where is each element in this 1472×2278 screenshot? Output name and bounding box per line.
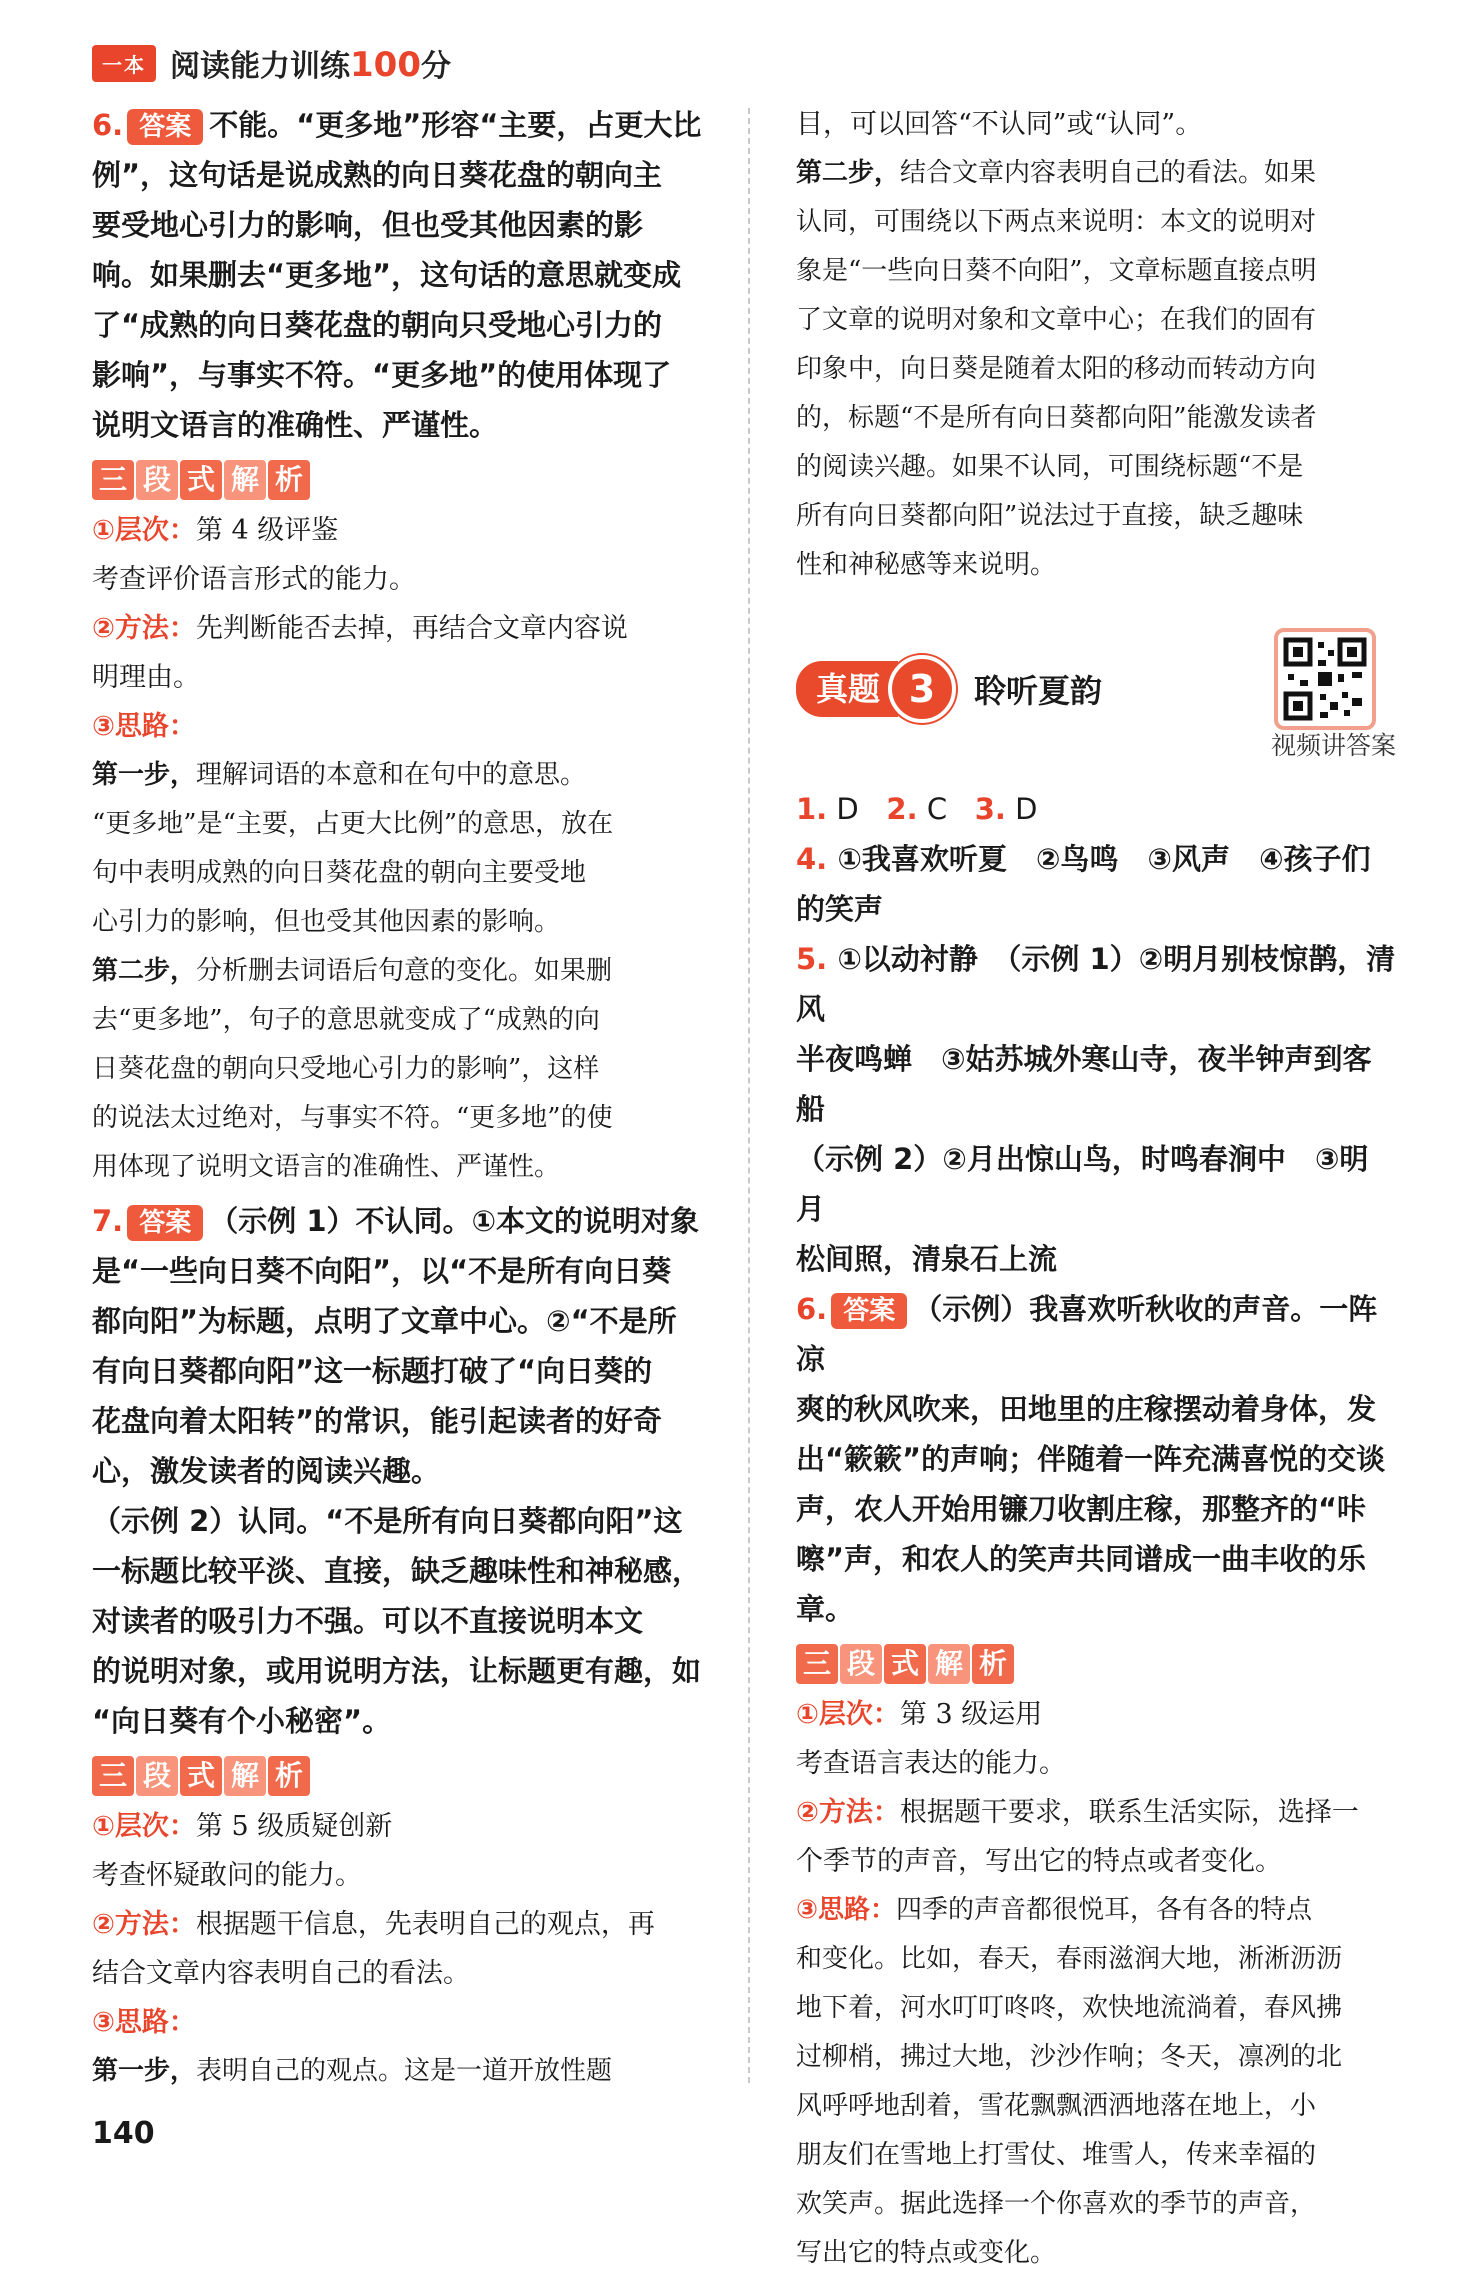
step-line: 第二步，结合文章内容表明自己的看法。如果 xyxy=(796,158,1317,188)
exam-badge: 真题 xyxy=(796,661,898,717)
step-line: 了文章的说明对象和文章中心；在我们的固有 xyxy=(796,305,1317,335)
idea-line: 朋友们在雪地上打雪仗、堆雪人，传来幸福的 xyxy=(796,2140,1317,2170)
idea-line: ③思路：四季的声音都很悦耳，各有各的特点 xyxy=(796,1895,1313,1925)
step-line: 第二步，分析删去词语后句意的变化。如果删 xyxy=(92,956,613,986)
exam-number: 3 xyxy=(888,655,956,723)
level-line: ①层次：第 3 级运用 xyxy=(796,1699,1043,1730)
answer-line: 嚓”声，和农人的笑声共同谱成一曲丰收的乐章。 xyxy=(796,1542,1367,1626)
brand-logo: 一本 xyxy=(92,45,156,82)
step-line: 第一步，表明自己的观点。这是一道开放性题 xyxy=(92,2056,613,2086)
answer-line: 出“簌簌”的声响；伴随着一阵充满喜悦的交谈 xyxy=(796,1442,1386,1476)
level-line: ①层次：第 4 级评鉴 xyxy=(92,515,339,546)
level-desc: 考查语言表达的能力。 xyxy=(796,1748,1066,1779)
right-column xyxy=(796,100,1396,2278)
page-number: 140 xyxy=(92,2116,155,2151)
idea-line: 和变化。比如，春天，春雨滋润大地，淅淅沥沥 xyxy=(796,1944,1343,1974)
answer-line: 有向日葵都向阳”这一标题打破了“向日葵的 xyxy=(92,1354,653,1388)
step-line: 的，标题“不是所有向日葵都向阳”能激发读者 xyxy=(796,403,1317,433)
step-line: 的说法太过绝对，与事实不符。“更多地”的使 xyxy=(92,1103,613,1133)
answers-block xyxy=(796,784,1396,2278)
series-title: 阅读能力训练100分 xyxy=(170,45,451,85)
answer-line: 了“成熟的向日葵花盘的朝向只受地心引力的 xyxy=(92,308,663,342)
answer-line: “向日葵有个小秘密”。 xyxy=(92,1704,392,1738)
step-line: 日葵花盘的朝向只受地心引力的影响”，这样 xyxy=(92,1054,600,1084)
answer-line: 花盘向着太阳转”的常识，能引起读者的好奇 xyxy=(92,1404,663,1438)
level-desc: 考查怀疑敢问的能力。 xyxy=(92,1860,362,1891)
step-line: 句中表明成熟的向日葵花盘的朝向主要受地 xyxy=(92,858,587,888)
question-6: 6. 答案 不能。“更多地”形容“主要，占更大比 例”，这句话是说成熟的向日葵花盘的朝向主 要受地心引力的影响，但也受其他因素的影 响。如果删去“更多地”，这句话的意思就变成 了“成熟的向日葵花盘的朝向只受地心引力的 影响”，与事实不符。“更多地”的使用体现了 说明文语言的准确性、严谨性。 三 段 式 解 析 ①层次：第 4 级评鉴 考查评价语言形式的能力。 ②方法：先判断能否去掉，再结合文章内容说 明理由。 ③思路： 第一步，理解词语的本意和在句中的意思。 “更多地”是“主要，占更大比例”的意思，放在 句中表明成熟的向日葵花盘的朝向主要受地 心引力的影响，但也受其他因素的影响。 第二步，分析删去词语后句意的变化。如果删 去“更多地”，句子的意思就变成了“成熟的向 日葵花盘的朝向只受地心引力的影响”，这样 的说法太过绝对，与事实不符。“更多地”的使 用体现了说明文语言的准确性、严谨性。 xyxy=(92,100,728,1192)
answer-line: 松间照，清泉石上流 xyxy=(796,1242,1058,1276)
method-line: ②方法：根据题干信息，先表明自己的观点，再 xyxy=(92,1909,655,1940)
answer-line: 说明文语言的准确性、严谨性。 xyxy=(92,408,499,442)
answer-line: 响。如果删去“更多地”，这句话的意思就变成 xyxy=(92,258,682,292)
qr-caption: 视频讲答案 xyxy=(1270,731,1396,760)
step-line: 认同，可围绕以下两点来说明：本文的说明对 xyxy=(796,207,1317,237)
method-line: ②方法：先判断能否去掉，再结合文章内容说 xyxy=(92,613,628,644)
answer-line: 一标题比较平淡、直接，缺乏趣味性和神秘感， xyxy=(92,1554,702,1588)
answer-line: 的说明对象，或用说明方法，让标题更有趣，如 xyxy=(92,1654,702,1688)
answer-line: 声，农人开始用镰刀收割庄稼，那整齐的“咔 xyxy=(796,1492,1367,1526)
step-line: 去“更多地”，句子的意思就变成了“成熟的向 xyxy=(92,1005,600,1035)
method-line: 结合文章内容表明自己的看法。 xyxy=(92,1958,470,1989)
answer-line: 例”，这句话是说成熟的向日葵花盘的朝向主 xyxy=(92,158,663,192)
level-desc: 考查评价语言形式的能力。 xyxy=(92,564,416,595)
method-line: 个季节的声音，写出它的特点或者变化。 xyxy=(796,1846,1282,1877)
idea-line: 过柳梢，拂过大地，沙沙作响；冬天，凛冽的北 xyxy=(796,2042,1343,2072)
answer-4: 4. ①我喜欢听夏 ②鸟鸣 ③风声 ④孩子们 xyxy=(796,842,1371,876)
column-divider xyxy=(748,108,750,2083)
idea-line: 写出它的特点或变化。 xyxy=(796,2238,1057,2268)
answers-1-3: 1. D 2. C 3. D xyxy=(796,792,1038,826)
level-line: ①层次：第 5 级质疑创新 xyxy=(92,1811,393,1842)
qr-code-icon[interactable] xyxy=(1274,628,1376,730)
idea-label: ③思路： xyxy=(92,711,196,742)
step-line: 的阅读兴趣。如果不认同，可围绕标题“不是 xyxy=(796,452,1304,482)
method-line: 明理由。 xyxy=(92,662,200,693)
answer-line: 半夜鸣蝉 ③姑苏城外寒山寺，夜半钟声到客船 xyxy=(796,1042,1372,1126)
question-number: 7. xyxy=(92,1204,124,1238)
answer-line: 都向阳”为标题，点明了文章中心。②“不是所 xyxy=(92,1304,677,1338)
idea-line: 欢笑声。据此选择一个你喜欢的季节的声音， xyxy=(796,2189,1317,2219)
step-line: 所有向日葵都向阳”说法过于直接，缺乏趣味 xyxy=(796,501,1304,531)
step-line: 性和神秘感等来说明。 xyxy=(796,550,1057,580)
page-header xyxy=(92,40,451,86)
answer-tag: 答案 xyxy=(831,1293,907,1329)
step-line: 用体现了说明文语言的准确性、严谨性。 xyxy=(92,1152,561,1182)
exam-title: 聆听夏韵 xyxy=(974,672,1103,710)
answer-line: 要受地心引力的影响，但也受其他因素的影 xyxy=(92,208,644,242)
left-column xyxy=(92,100,728,2096)
analysis-heading: 三 段 式 解 析 xyxy=(92,1756,728,1796)
idea-line: 地下着，河水叮叮咚咚，欢快地流淌着，春风拂 xyxy=(796,1993,1343,2023)
method-line: ②方法：根据题干要求，联系生活实际，选择一 xyxy=(796,1797,1359,1828)
question-number: 6. xyxy=(92,108,124,142)
answer-line: 是“一些向日葵不向阳”，以“不是所有向日葵 xyxy=(92,1254,672,1288)
answer-tag: 答案 xyxy=(127,1205,203,1241)
answer-5: 5. ①以动衬静 （示例 1）②明月别枝惊鹊，清风 xyxy=(796,942,1396,1026)
answer-line: 对读者的吸引力不强。可以不直接说明本文 xyxy=(92,1604,644,1638)
question-7: 7. 答案 （示例 1）不认同。①本文的说明对象 是“一些向日葵不向阳”，以“不是所有向日葵 都向阳”为标题，点明了文章中心。②“不是所 有向日葵都向阳”这一标题打破了“向日葵的 花盘向着太阳转”的常识，能引起读者的好奇 心，激发读者的阅读兴趣。 （示例 2）认同。“不是所有向日葵都向阳”这 一标题比较平淡、直接，缺乏趣味性和神秘感， 对读者的吸引力不强。可以不直接说明本文 的说明对象，或用说明方法，让标题更有趣，如 “向日葵有个小秘密”。 三 段 式 解 析 ①层次：第 5 级质疑创新 考查怀疑敢问的能力。 ②方法：根据题干信息，先表明自己的观点，再 结合文章内容表明自己的看法。 ③思路： 第一步，表明自己的观点。这是一道开放性题 xyxy=(92,1196,728,2096)
step-line: 印象中，向日葵是随着太阳的移动而转动方向 xyxy=(796,354,1317,384)
answer-line: 心，激发读者的阅读兴趣。 xyxy=(92,1454,441,1488)
idea-label: ③思路： xyxy=(92,2007,196,2038)
answer-line: （示例 2）认同。“不是所有向日葵都向阳”这 xyxy=(92,1504,683,1538)
analysis-heading: 三 段 式 解 析 xyxy=(92,460,728,500)
step-line: 第一步，理解词语的本意和在句中的意思。 xyxy=(92,760,587,790)
continued-line: 目，可以回答“不认同”或“认同”。 xyxy=(796,109,1203,140)
step-line: “更多地”是“主要，占更大比例”的意思，放在 xyxy=(92,809,614,839)
step-line: 心引力的影响，但也受其他因素的影响。 xyxy=(92,907,561,937)
idea-line: 风呼呼地刮着，雪花飘飘洒洒地落在地上，小 xyxy=(796,2091,1317,2121)
answer-line: 爽的秋风吹来，田地里的庄稼摆动着身体，发 xyxy=(796,1392,1377,1426)
step-line: 象是“一些向日葵不向阳”，文章标题直接点明 xyxy=(796,256,1317,286)
answer-tag: 答案 xyxy=(127,109,203,145)
answer-line: （示例 2）②月出惊山鸟，时鸣春涧中 ③明月 xyxy=(796,1142,1369,1226)
answer-line: 影响”，与事实不符。“更多地”的使用体现了 xyxy=(92,358,672,392)
analysis-heading: 三 段 式 解 析 xyxy=(796,1644,1396,1684)
answer-line: 的笑声 xyxy=(796,892,884,926)
answer-6: 6. 答案 （示例）我喜欢听秋收的声音。一阵凉 xyxy=(796,1292,1378,1376)
exam-section-header xyxy=(796,634,1396,760)
